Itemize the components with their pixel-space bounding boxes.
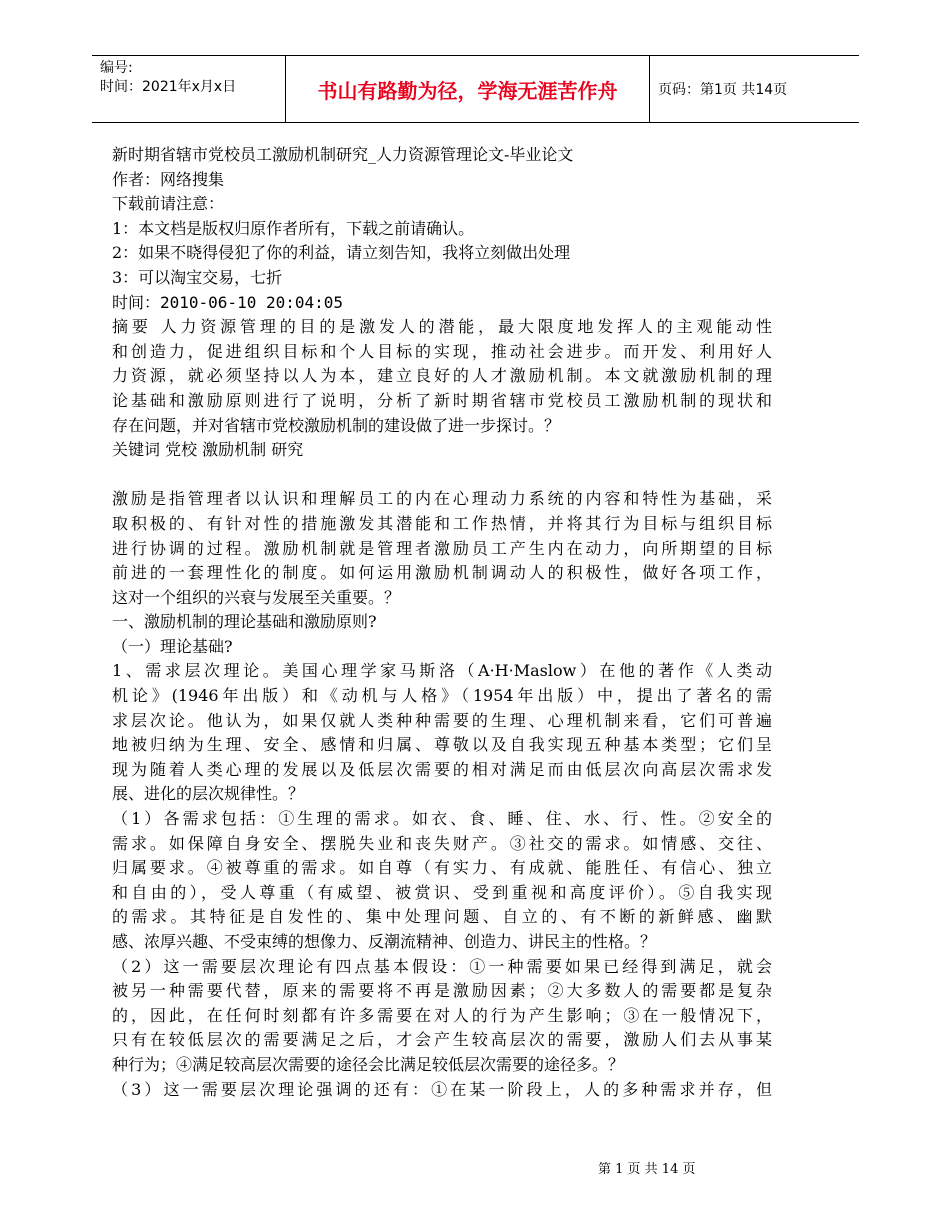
paragraph-line: 的需求。其特征是自发性的、集中处理问题、自立的、有不断的新鲜感、幽默	[112, 907, 772, 927]
paragraph-line: 取积极的、有针对性的措施激发其潜能和工作热情，并将其行为目标与组织目标	[112, 513, 772, 533]
subsection-heading: （一）理论基础?	[112, 636, 233, 656]
abstract-line: 摘要 人力资源管理的目的是激发人的潜能，最大限度地发挥人的主观能动性	[112, 317, 772, 337]
paragraph-line: 只有在较低层次的需要满足之后，才会产生较高层次的需要，激励人们去从事某	[112, 1030, 772, 1050]
blank-line	[112, 463, 772, 488]
paragraph-line: 激励是指管理者以认识和理解员工的内在心理动力系统的内容和特性为基础，采	[112, 489, 772, 509]
page-info-cell	[650, 56, 859, 122]
motto-text: 书山有路勤为径，学海无涯苦作舟	[317, 78, 618, 103]
abstract-line: 存在问题，并对省辖市党校激励机制的建设做了进一步探讨。？	[112, 415, 561, 435]
paragraph-line: 现为随着人类心理的发展以及低层次需要的相对满足而由低层次向高层次需求发	[112, 759, 772, 779]
paragraph-line: 的，因此，在任何时刻都有许多需要在对人的行为产生影响；③在一般情况下，	[112, 1005, 772, 1025]
notice-item-1: 1：本文档是版权归原作者所有，下载之前请确认。	[112, 218, 475, 238]
header-meta-cell	[92, 56, 285, 122]
paragraph-line: （1）各需求包括：①生理的需求。如衣、食、睡、住、水、行、性。②安全的	[112, 809, 772, 829]
paragraph-line: 种行为；④满足较高层次需要的途径会比满足较低层次需要的途径多。？	[112, 1054, 625, 1074]
paragraph-line: 机论》(1946年出版）和《动机与人格》（1954年出版）中，提出了著名的需	[112, 686, 772, 706]
section-heading: 一、激励机制的理论基础和激励原则?	[112, 612, 377, 632]
paragraph-line: 和自由的），受人尊重（有威望、被赏识、受到重视和高度评价）。⑤自我实现	[112, 882, 772, 902]
paragraph-line: 地被归纳为生理、安全、感情和归属、尊敬以及自我实现五种基本类型；它们呈	[112, 735, 772, 755]
paragraph-line: 需求。如保障自身安全、摆脱失业和丧失财产。③社交的需求。如情感、交往、	[112, 833, 772, 853]
paragraph-line: 感、浓厚兴趣、不受束缚的想像力、反潮流精神、创造力、讲民主的性格。？	[112, 932, 657, 951]
doc-title: 新时期省辖市党校员工激励机制研究_人力资源管理论文-毕业论文	[112, 145, 574, 164]
page-info-text: 页码：第1页 共14页	[658, 82, 788, 98]
motto-cell	[285, 56, 650, 122]
abstract-line: 和创造力，促进组织目标和个人目标的实现，推动社会进步。而开发、利用好人	[112, 341, 772, 361]
paragraph-line: （3）这一需要层次理论强调的还有：①在某一阶段上，人的多种需求并存，但	[112, 1079, 772, 1099]
time-label: 时间：2021年x月x日	[100, 79, 237, 95]
paragraph-line: 进行协调的过程。激励机制就是管理者激励员工产生内在动力，向所期望的目标	[112, 538, 772, 558]
paragraph-line: 前进的一套理性化的制度。如何运用激励机制调动人的积极性，做好各项工作，	[112, 563, 772, 583]
abstract-line: 力资源，就必须坚持以人为本，建立良好的人才激励机制。本文就激励机制的理	[112, 366, 772, 386]
author-line: 作者：网络搜集	[112, 169, 225, 189]
abstract-line: 论基础和激励原则进行了说明，分析了新时期省辖市党校员工激励机制的现状和	[112, 390, 772, 410]
notice-item-2: 2：如果不晓得侵犯了你的利益，请立刻告知，我将立刻做出处理	[112, 243, 571, 263]
notice-item-3: 3：可以淘宝交易，七折	[112, 267, 283, 287]
page-footer: 第 1 页 共 14 页	[598, 1162, 696, 1177]
number-label: 编号:	[100, 60, 133, 76]
notice-heading: 下载前请注意：	[112, 194, 225, 214]
paragraph-line: 这对一个组织的兴衰与发展至关重要。？	[112, 587, 401, 607]
paragraph-line: 被另一种需要代替，原来的需要将不再是激励因素；②大多数人的需要都是复杂	[112, 981, 772, 1001]
paragraph-line: 归属要求。④被尊重的需求。如自尊（有实力、有成就、能胜任、有信心、独立	[112, 858, 772, 878]
paragraph-line: 1、需求层次理论。美国心理学家马斯洛（A·H·Maslow）在他的著作《人类动	[112, 661, 772, 681]
paragraph-line: 求层次论。他认为，如果仅就人类种种需要的生理、心理机制来看，它们可普遍	[112, 710, 772, 730]
paragraph-line: （2）这一需要层次理论有四点基本假设：①一种需要如果已经得到满足，就会	[112, 956, 772, 976]
page-header	[92, 55, 859, 123]
timestamp-line: 时间：2010-06-10 20:04:05	[112, 292, 344, 312]
paragraph-line: 展、进化的层次规律性。？	[112, 784, 305, 804]
keywords-line: 关键词 党校 激励机制 研究	[112, 440, 304, 460]
document-body	[112, 143, 772, 1102]
